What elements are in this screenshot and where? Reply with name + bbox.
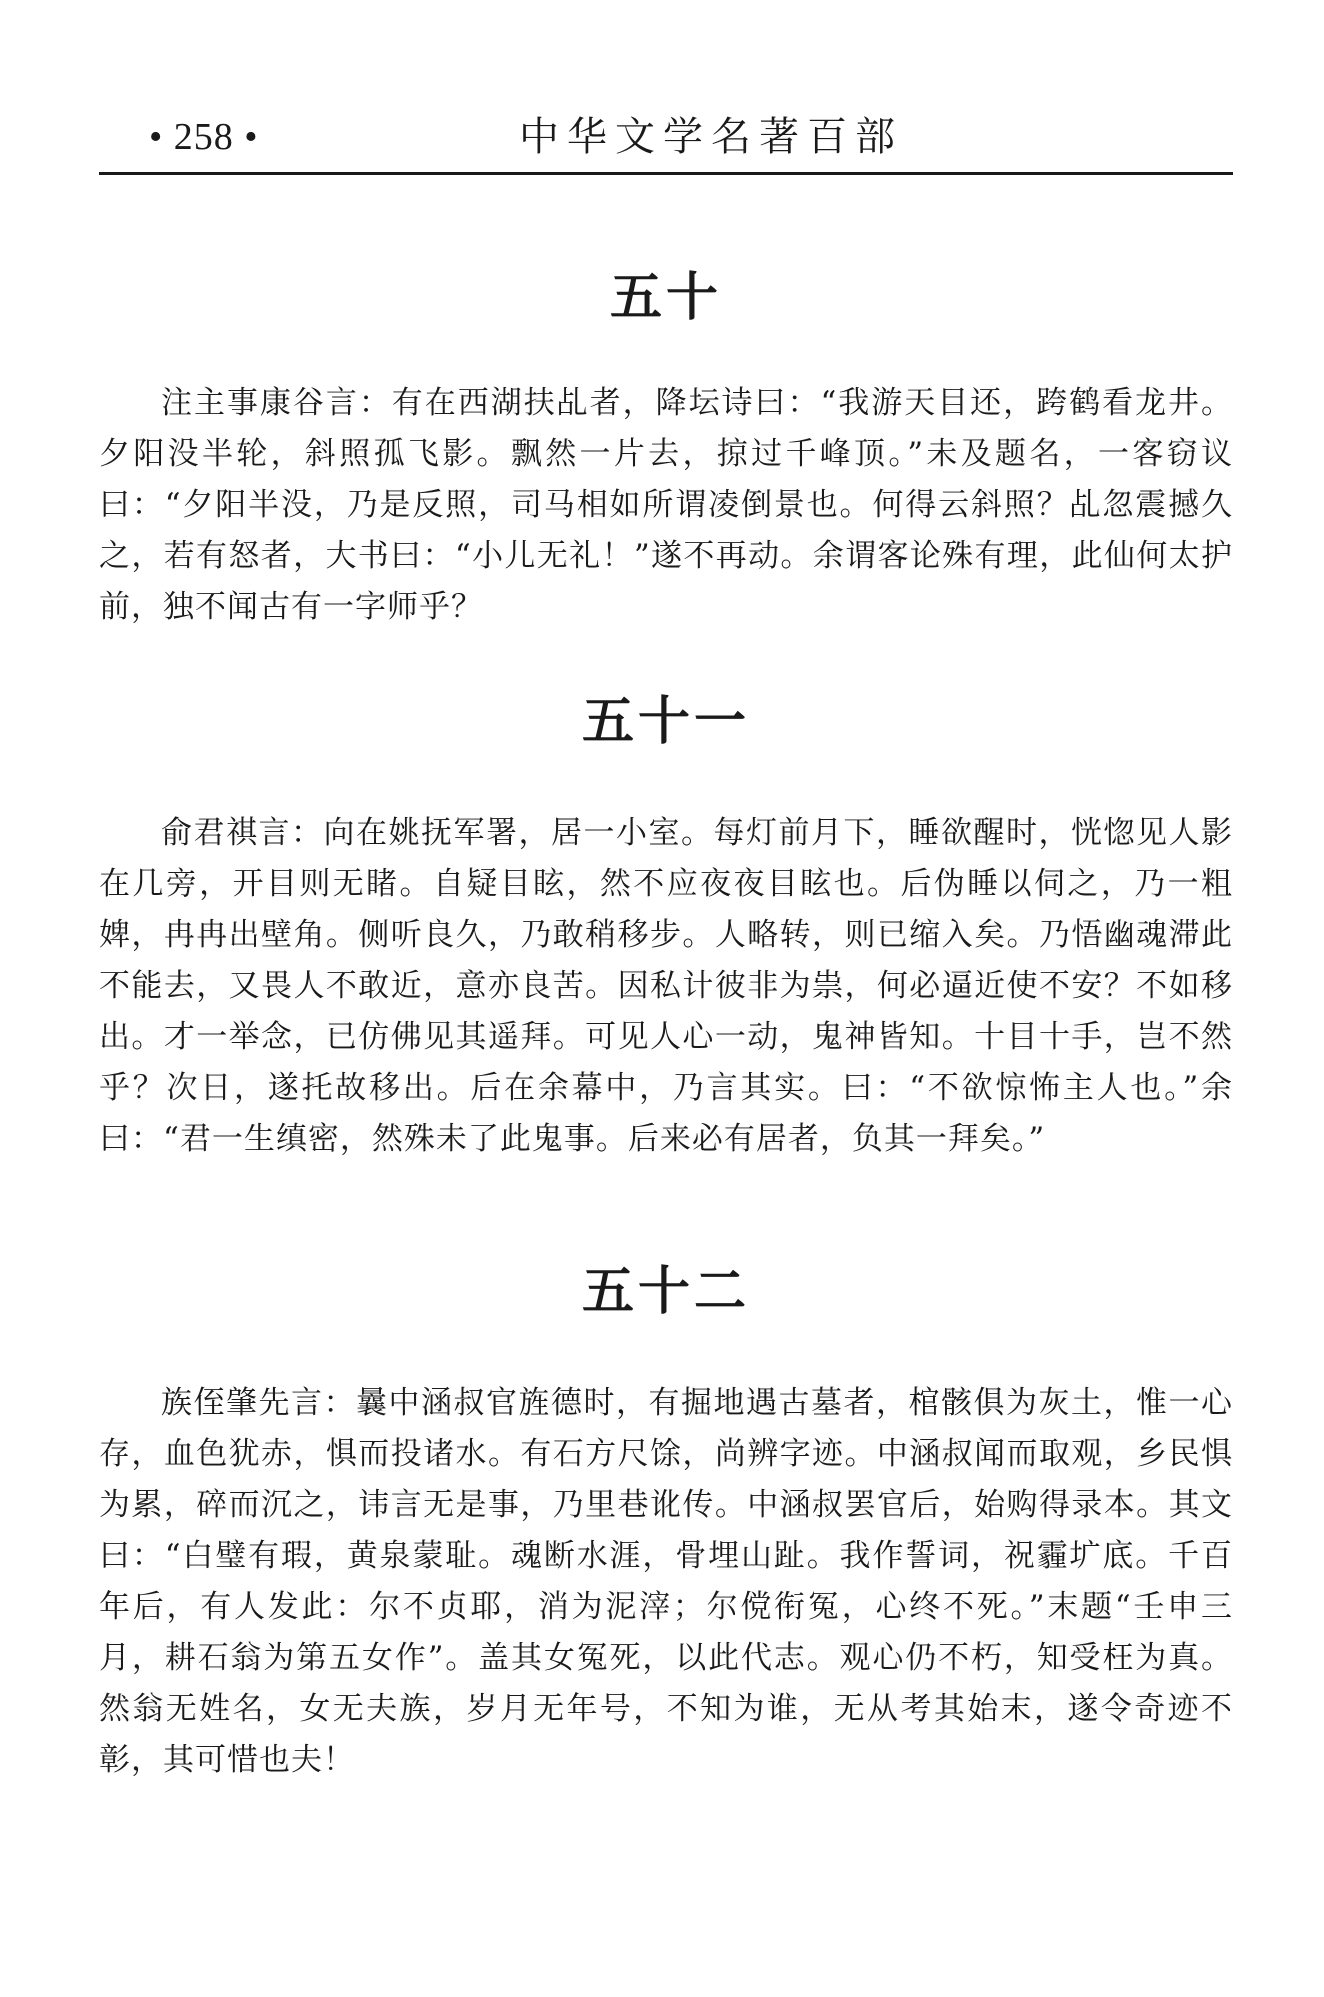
section-title: 五十 bbox=[609, 268, 722, 328]
section-50 bbox=[99, 268, 1233, 633]
section-body: 注主事康谷言：有在西湖扶乩者，降坛诗曰：“我游天目还，跨鹤看龙井。夕阳没半轮，斜照孤飞影。飘然一片去，掠过千峰顶。”未及题名，一客窃议曰：“夕阳半没，乃是反照，司马相如所谓凌倒景也。何得云斜照？乩忽震撼久之，若有怒者，大书曰：“小儿无礼！”遂不再动。余谓客论殊有理，此仙何太护前，独不闻古有一字师乎？ bbox=[99, 385, 1233, 625]
running-header bbox=[99, 112, 1233, 175]
page-number: • 258 • bbox=[149, 116, 259, 158]
section-title: 五十一 bbox=[581, 692, 750, 752]
section-51 bbox=[99, 692, 1233, 1165]
section-body: 俞君祺言：向在姚抚军署，居一小室。每灯前月下，睡欲醒时，恍惚见人影在几旁，开目则无睹。自疑目眩，然不应夜夜目眩也。后伪睡以伺之，乃一粗婢，冉冉出壁角。侧听良久，乃敢稍移步。人略转，则已缩入矣。乃悟幽魂滞此不能去，又畏人不敢近，意亦良苦。因私计彼非为祟，何必逼近使不安？不如移出。才一举念，已仿佛见其遥拜。可见人心一动，鬼神皆知。十目十手，岂不然乎？次日，遂托故移出。后在余幕中，乃言其实。曰：“不欲惊怖主人也。”余曰：“君一生缜密，然殊未了此鬼事。后来必有居者，负其一拜矣。” bbox=[99, 815, 1233, 1157]
section-title: 五十二 bbox=[581, 1262, 750, 1322]
section-52 bbox=[99, 1262, 1233, 1786]
section-body: 族侄肇先言：曩中涵叔官旌德时，有掘地遇古墓者，棺骸俱为灰土，惟一心存，血色犹赤，惧而投诸水。有石方尺馀，尚辨字迹。中涵叔闻而取观，乡民惧为累，碎而沉之，讳言无是事，乃里巷讹传。中涵叔罢官后，始购得录本。其文曰：“白璧有瑕，黄泉蒙耻。魂断水涯，骨埋山趾。我作誓词，祝霾圹底。千百年后，有人发此：尔不贞耶，消为泥滓；尔傥衔冤，心终不死。”末题“壬申三月，耕石翁为第五女作”。盖其女冤死，以此代志。观心仍不朽，知受枉为真。然翁无姓名，女无夫族，岁月无年号，不知为谁，无从考其始末，遂令奇迹不彰，其可惜也夫！ bbox=[99, 1385, 1233, 1778]
book-title: 中华文学名著百部 bbox=[519, 114, 903, 160]
